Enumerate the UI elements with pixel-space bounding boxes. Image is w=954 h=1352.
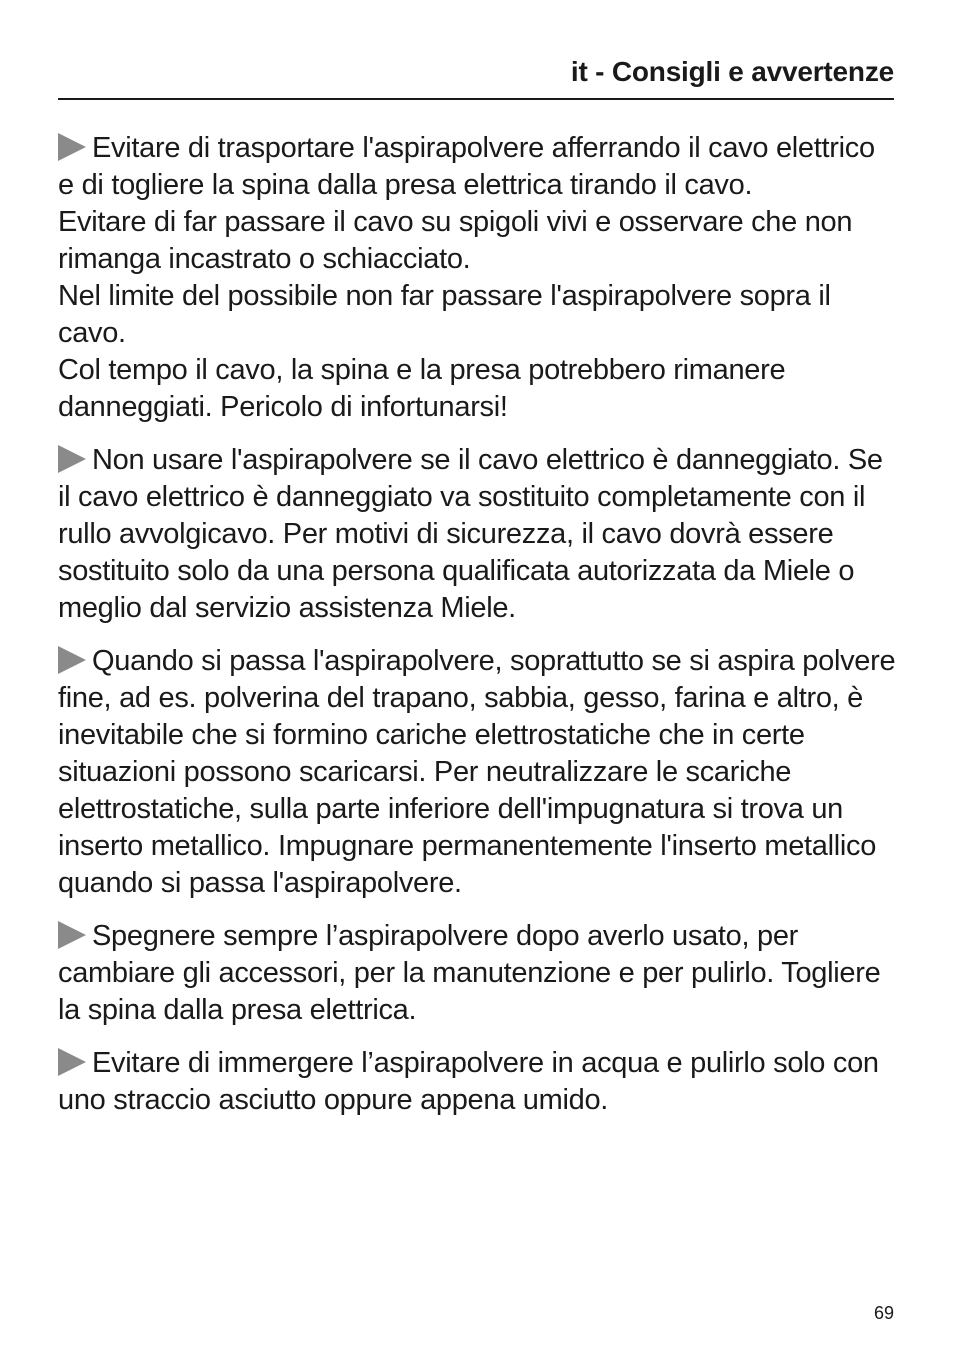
paragraph-text: Spegnere sempre l’aspirapolvere dopo averlo usato, per cambiare gli accessori, per la manutenzione e per pulirlo. Togliere la spina dalla presa elettrica. <box>58 920 881 1026</box>
content <box>58 130 898 1135</box>
paragraph <box>58 918 898 1029</box>
paragraph-text: Evitare di immergere l’aspirapolvere in acqua e pulirlo solo con uno straccio asciutto oppure appena umido. <box>58 1047 879 1116</box>
warning-block-cable-handling <box>58 130 898 426</box>
section-title: it - Consigli e avvertenze <box>570 56 894 87</box>
paragraph <box>58 442 898 627</box>
warning-block-water <box>58 1045 898 1119</box>
warning-block-switch-off <box>58 918 898 1029</box>
page-header <box>58 52 894 100</box>
paragraph-text: Evitare di trasportare l'aspirapolvere afferrando il cavo elettrico e di togliere la spina dalla presa elettrica tirando il cavo. <box>58 132 875 201</box>
paragraph: Evitare di far passare il cavo su spigoli vivi e osservare che non rimanga incastrato o schiacciato. <box>58 206 853 275</box>
play-triangle-icon <box>58 921 86 949</box>
paragraph <box>58 643 898 902</box>
paragraph-text: Quando si passa l'aspirapolvere, soprattutto se si aspira polvere fine, ad es. polverina del trapano, sabbia, gesso, farina e altro, è inevitabile che si formino cariche elettrostatiche che in certe situazioni possono scaricarsi. Per neutralizzare le scariche elettrostatiche, sulla parte inferiore dell'impugnatura si trova un inserto metallico. Impugnare permanentemente l'inserto metallico quando si passa l'aspirapolvere. <box>58 645 896 899</box>
paragraph: Nel limite del possibile non far passare l'aspirapolvere sopra il cavo. <box>58 280 831 349</box>
play-triangle-icon <box>58 445 86 473</box>
warning-block-electrostatic <box>58 643 898 902</box>
play-triangle-icon <box>58 1048 86 1076</box>
play-triangle-icon <box>58 133 86 161</box>
page-number: 69 <box>873 1303 894 1323</box>
paragraph <box>58 1045 898 1119</box>
play-triangle-icon <box>58 646 86 674</box>
warning-block-damaged-cable <box>58 442 898 627</box>
paragraph <box>58 130 898 204</box>
paragraph-text: Non usare l'aspirapolvere se il cavo elettrico è danneggiato. Se il cavo elettrico è danneggiato va sostituito completamente con il rullo avvolgicavo. Per motivi di sicurezza, il cavo dovrà essere sostituito solo da una persona qualificata autorizzata da Miele o meglio dal servizio assistenza Miele. <box>58 444 883 624</box>
paragraph: Col tempo il cavo, la spina e la presa potrebbero rimanere danneggiati. Pericolo di infortunarsi! <box>58 354 786 423</box>
